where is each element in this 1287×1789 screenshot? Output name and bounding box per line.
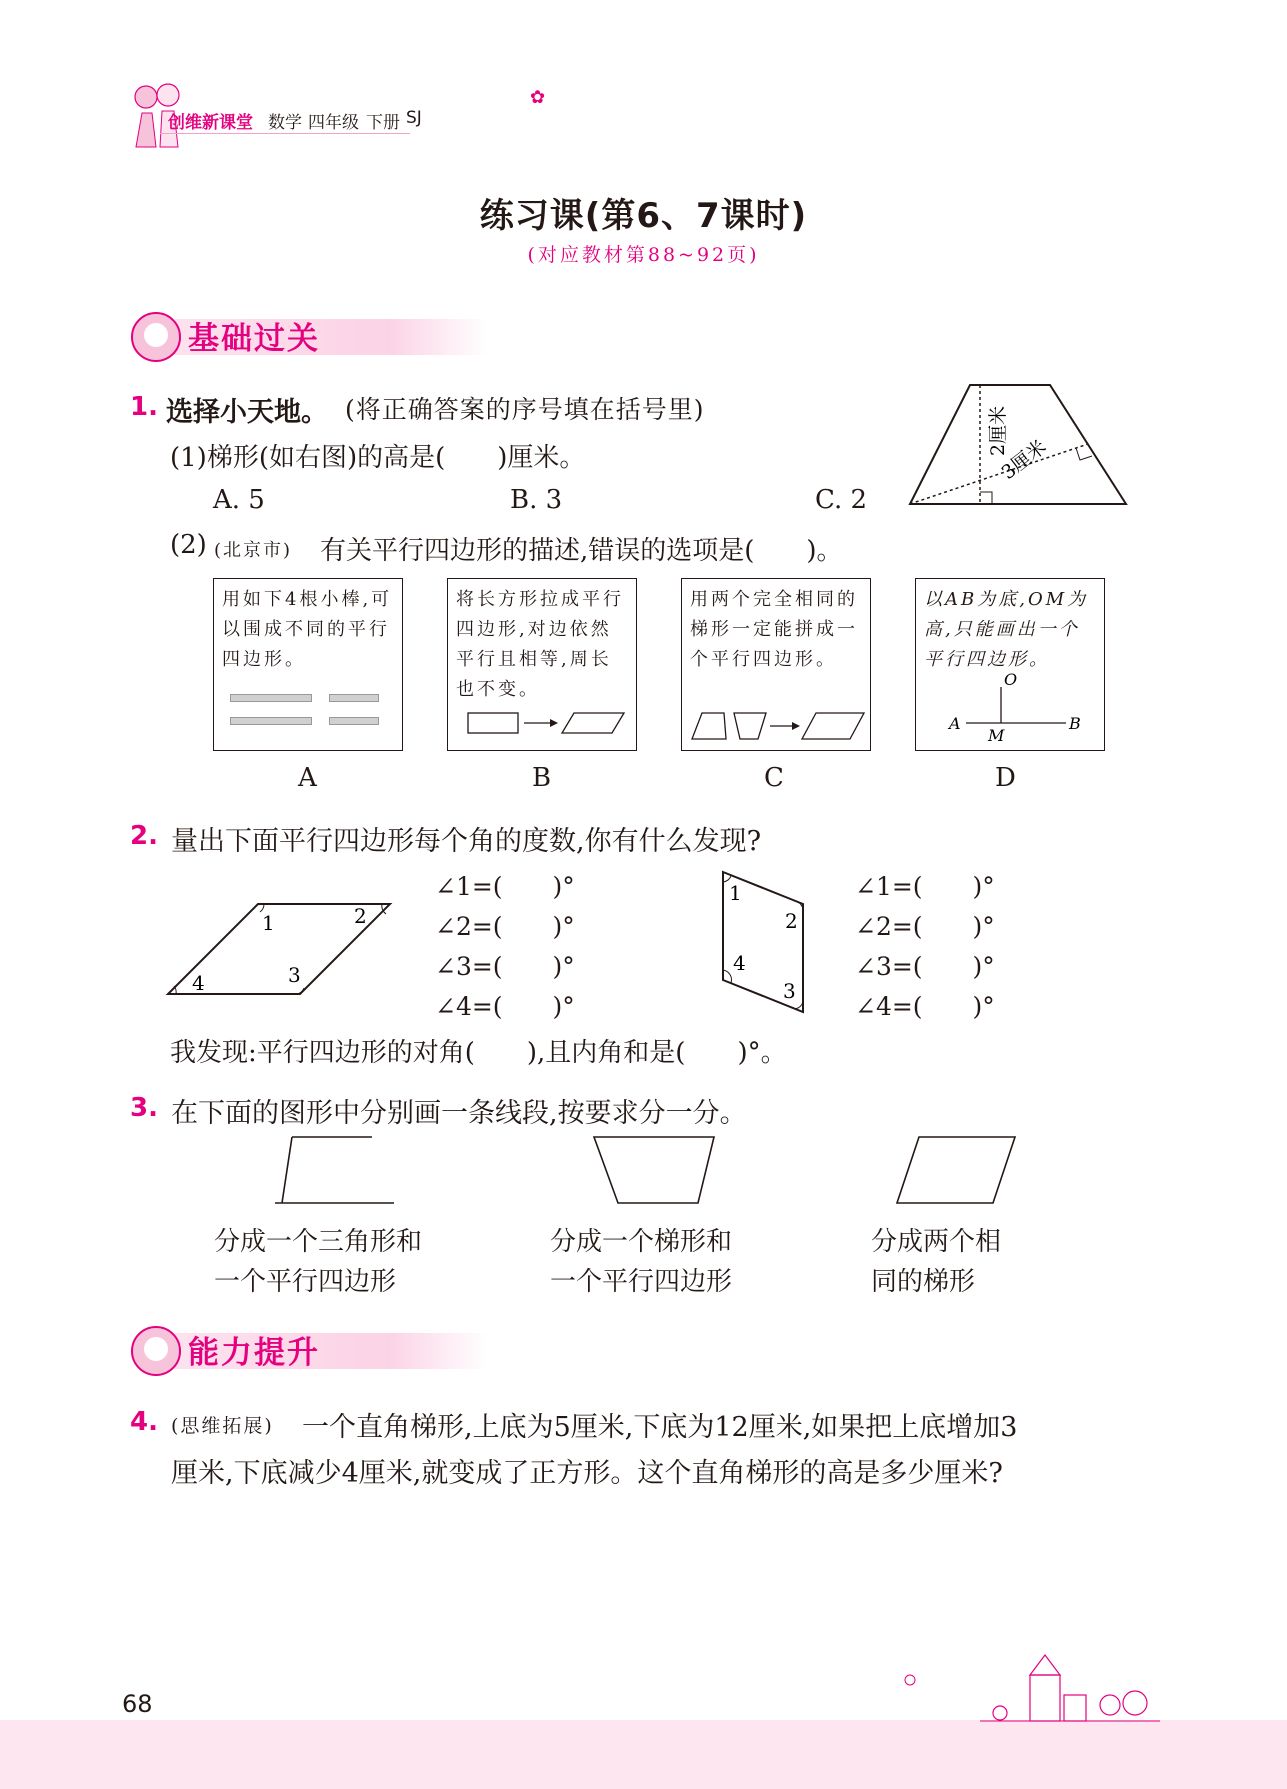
q3-number: 3. <box>130 1093 158 1123</box>
page-number: 68 <box>122 1690 153 1718</box>
shape-3-caption-line2: 同的梯形 <box>871 1267 976 1297</box>
shape-3-caption-line1: 分成两个相 <box>871 1227 1002 1257</box>
fig2-angle-1: ∠1=( )° <box>855 872 995 901</box>
angle-label-3: 3 <box>783 979 796 1003</box>
section-advanced <box>128 1327 528 1375</box>
angle-label-1: 1 <box>729 881 742 905</box>
fig1-angle-4: ∠4=( )° <box>435 992 575 1021</box>
label-m: M <box>988 726 1005 745</box>
q1-note: (将正确答案的序号填在括号里) <box>345 395 705 424</box>
card-b <box>447 578 637 751</box>
brand-name: 创维新课堂 <box>168 113 253 133</box>
angle-label-2: 2 <box>785 909 798 933</box>
label-b: B <box>1069 714 1081 733</box>
q2-number: 2. <box>130 821 158 851</box>
q1-part2-text: 有关平行四边形的描述,错误的选项是( )。 <box>320 536 843 566</box>
card-d-letter: D <box>995 763 1016 793</box>
q1-option-b: B. 3 <box>510 485 563 515</box>
castle-decoration-icon <box>880 1645 1170 1725</box>
q1-part2-source: (北京市) <box>214 540 293 561</box>
q3-text: 在下面的图形中分别画一条线段,按要求分一分。 <box>171 1098 747 1129</box>
fig1-angle-2: ∠2=( )° <box>435 912 575 941</box>
q1-stem: 选择小天地。 <box>166 397 328 428</box>
parallelogram-fig-2 <box>715 866 815 1016</box>
boy-mascot-icon <box>128 1323 184 1379</box>
page-title: 练习课(第6、7课时) <box>479 196 808 236</box>
stick-short-1 <box>329 694 379 702</box>
shape-3-parallelogram <box>893 1133 1023 1207</box>
fig2-angle-3: ∠3=( )° <box>855 952 995 981</box>
header-underline <box>160 133 410 134</box>
header <box>120 75 720 155</box>
shape-1-caption-line1: 分成一个三角形和 <box>214 1227 423 1257</box>
parallelogram-fig-1 <box>160 890 400 1000</box>
card-c-letter: C <box>764 763 784 793</box>
label-3cm: 3厘米 <box>997 435 1051 484</box>
fig1-angle-1: ∠1=( )° <box>435 872 575 901</box>
q4-number: 4. <box>130 1407 158 1437</box>
om-ab-diagram <box>946 669 1086 749</box>
rect-to-parallelogram-icon <box>466 709 626 739</box>
card-d <box>915 578 1105 751</box>
card-a-text: 用如下4根小棒,可以围成不同的平行四边形。 <box>222 589 393 670</box>
footer-band <box>0 1720 1287 1789</box>
label-2cm: 2厘米 <box>987 405 1009 456</box>
shape-2-trapezoid <box>590 1133 720 1207</box>
q1-part1: (1)梯形(如右图)的高是( )厘米。 <box>170 443 586 473</box>
shape-2-caption-line1: 分成一个梯形和 <box>550 1227 733 1257</box>
section-basic <box>128 313 528 361</box>
angle-label-1: 1 <box>262 911 275 935</box>
angle-label-4: 4 <box>733 951 746 975</box>
q1-option-a: A. 5 <box>213 485 265 515</box>
trapezoids-to-parallelogram-icon <box>690 709 866 743</box>
volume: 下册 <box>366 113 400 133</box>
fig1-angle-3: ∠3=( )° <box>435 952 575 981</box>
card-a-letter: A <box>298 763 317 793</box>
label-a: A <box>949 714 961 733</box>
angle-label-4: 4 <box>192 971 205 995</box>
card-b-text: 将长方形拉成平行四边形,对边依然平行且相等,周长也不变。 <box>456 589 624 700</box>
fig2-angle-2: ∠2=( )° <box>855 912 995 941</box>
page-subtitle: (对应教材第88~92页) <box>527 244 760 266</box>
q4-tag: (思维拓展) <box>171 1415 274 1437</box>
shape-2-caption-line2: 一个平行四边形 <box>550 1267 733 1297</box>
card-b-letter: B <box>532 763 552 793</box>
angle-label-3: 3 <box>288 963 301 987</box>
section-title: 能力提升 <box>188 1335 320 1371</box>
shape-1-caption-line2: 一个平行四边形 <box>214 1267 397 1297</box>
girl-mascot-icon <box>128 309 184 365</box>
card-a <box>213 578 403 751</box>
angle-label-2: 2 <box>354 904 367 928</box>
edition: SJ <box>406 108 422 128</box>
stick-short-2 <box>329 717 379 725</box>
q2-finding: 我发现:平行四边形的对角( ),且内角和是( )°。 <box>170 1038 787 1068</box>
trapezoid-figure <box>900 380 1140 510</box>
flower-icon: ✿ <box>530 87 546 108</box>
card-c-text: 用两个完全相同的梯形一定能拼成一个平行四边形。 <box>690 589 858 670</box>
fig2-angle-4: ∠4=( )° <box>855 992 995 1021</box>
q2-text: 量出下面平行四边形每个角的度数,你有什么发现? <box>171 826 762 857</box>
q1-part2-prefix: (2) <box>170 530 207 560</box>
stick-long-1 <box>230 694 312 702</box>
shape-1-trapezoid <box>270 1133 400 1207</box>
card-c <box>681 578 871 751</box>
q1-number: 1. <box>130 392 158 422</box>
grade: 四年级 <box>308 113 359 133</box>
q4-line1: 一个直角梯形,上底为5厘米,下底为12厘米,如果把上底增加3 <box>302 1412 1018 1443</box>
card-d-text: 以AB为底,OM为高,只能画出一个平行四边形。 <box>924 589 1089 670</box>
subject: 数学 <box>268 113 302 133</box>
stick-long-2 <box>230 717 312 725</box>
q1-option-c: C. 2 <box>815 485 868 515</box>
label-o: O <box>1004 670 1018 689</box>
q4-line2: 厘米,下底减少4厘米,就变成了正方形。这个直角梯形的高是多少厘米? <box>171 1458 1003 1489</box>
section-title: 基础过关 <box>188 321 320 357</box>
